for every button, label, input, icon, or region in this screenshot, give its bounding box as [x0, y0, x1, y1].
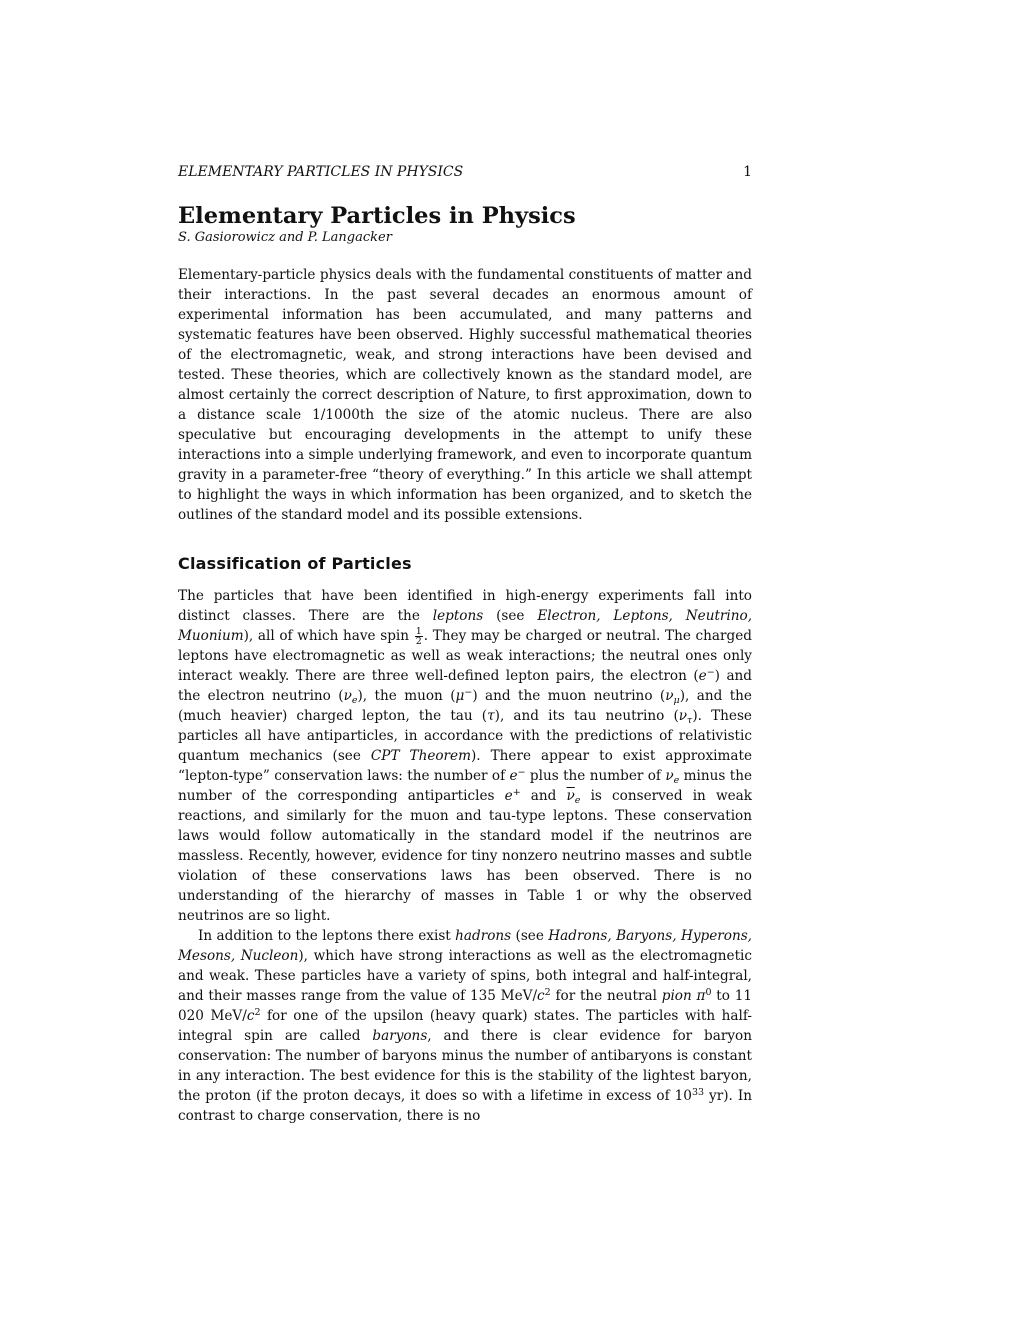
- term-baryons: baryons: [372, 1028, 428, 1044]
- cross-reference: CPT Theorem: [370, 748, 471, 764]
- cross-reference: Electron, Leptons, Neutrino, Muonium: [178, 608, 753, 644]
- paragraph-leptons: The particles that have been identified in high-energy experiments fall into distinct classes. There are the leptons (see Electron, Leptons, Neutrino, Muonium), all of which have spin $\frac{1}{2}$ . They may be charged or neutral. The charged leptons have electromagnetic as well as weak interactions; the neutral ones only interact weakly. There are three well-defined lepton pairs, the electron (e−) and the electron neutrino $(\nu_e)$, the muon (μ−) and the muon neutrino $(\nu_\mu)$, and the (much heavier) charged lepton, the tau (τ), and its tau neutrino $(\nu_\tau)$. These particles all have antiparticles, in accordance with the predictions of relativistic quantum mechanics (see CPT Theorem). There appear to exist approximate “lepton-type” conservation laws: the number of e− plus the number of $\nu_e$ minus the number of the corresponding antiparticles e+ and $\overline{\nu}_e$ is conserved in weak reactions, and similarly for the muon and tau-type leptons. These conservation laws would follow automatically in the standard model if the neutrinos are massless. Recently, however, evidence for tiny nonzero neutrino masses and subtle violation of these conservations laws has been observed. There is no understanding of the hierarchy of masses in Table 1 or why the observed neutrinos are so light.: [178, 588, 753, 924]
- fraction-one-half: $\frac{1}{2}$: [415, 626, 422, 647]
- term-pion: pion: [661, 988, 692, 1004]
- running-title: ELEMENTARY PARTICLES IN PHYSICS: [178, 164, 464, 180]
- running-head: [178, 163, 752, 181]
- paragraph-hadrons: In addition to the leptons there exist hadrons (see Hadrons, Baryons, Hyperons, Mesons, Nucleon), which have strong interactions as well as the electromagnetic and weak. These particles have a variety of spins, both integral and half-integral, and their masses range from the value of 135 MeV/$c^2$ for the neutral pion $\pi^0$ to 11 020 MeV/$c^2$ for one of the upsilon (heavy quark) states. The particles with half-integral spin are called baryons, and there is clear evidence for baryon conservation: The number of baryons minus the number of antibaryons is constant in any interaction. The best evidence for this is the stability of the lightest baryon, the proton (if the proton decays, it does so with a lifetime in excess of $10^{33}$ yr). In contrast to charge conservation, there is no: [178, 928, 753, 1124]
- page-number: 1: [743, 164, 752, 180]
- abstract-paragraph: Elementary-particle physics deals with the fundamental constituents of matter and their interactions. In the past several decades an enormous amount of experimental information has been accumulated, and many patterns and systematic features have been observed. Highly successful mathematical theories of the electromagnetic, weak, and strong interactions have been devised and tested. These theories, which are collectively known as the standard model, are almost certainly the correct description of Nature, to first approximation, down to a distance scale 1/1000th the size of the atomic nucleus. There are also speculative but encouraging developments in the attempt to unify these interactions into a simple underlying framework, and even to incorporate quantum gravity in a parameter-free “theory of everything.” In this article we shall attempt to highlight the ways in which information has been organized, and to sketch the outlines of the standard model and its possible extensions.: [178, 267, 752, 523]
- cross-reference: Hadrons, Baryons, Hyperons, Mesons, Nucleon: [178, 928, 752, 964]
- term-hadrons: hadrons: [455, 928, 512, 944]
- section-body: [178, 586, 752, 1126]
- section-heading: Classification of Particles: [178, 554, 412, 573]
- term-leptons: leptons: [432, 608, 484, 624]
- article-authors: S. Gasiorowicz and P. Langacker: [178, 230, 392, 245]
- article-title: Elementary Particles in Physics: [178, 203, 576, 229]
